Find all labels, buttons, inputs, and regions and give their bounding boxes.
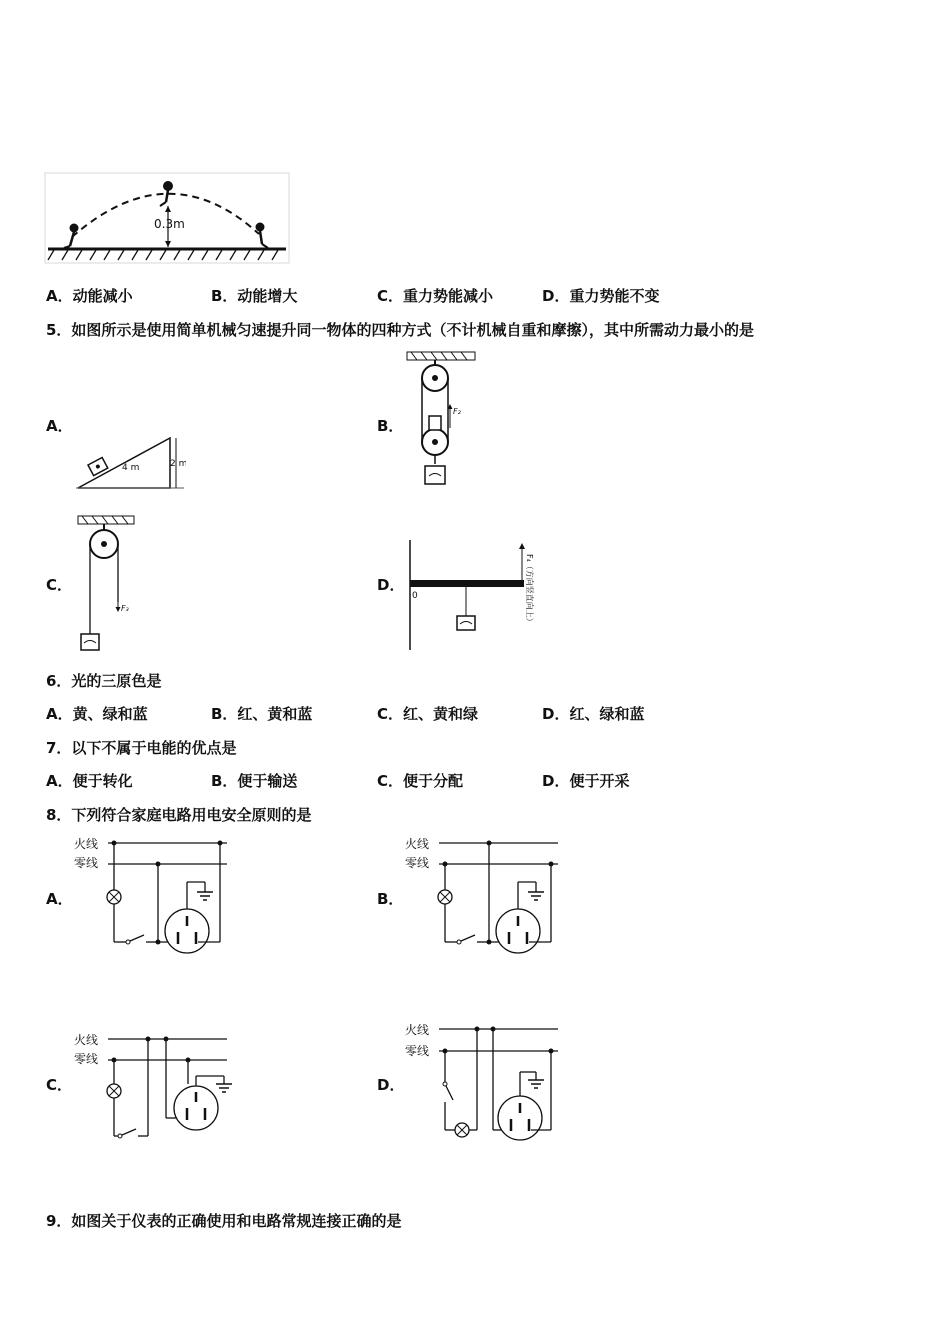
q7-option-b: B．便于输送 [211, 772, 298, 790]
q8-a-live-label: 火线 [74, 837, 99, 851]
q4-option-a: A．动能减小 [46, 287, 133, 305]
q5-figure-d-lever [405, 538, 543, 654]
q8-label-b: B． [377, 890, 404, 908]
q7-stem: 7．以下不属于电能的优点是 [46, 739, 237, 757]
q9-stem: 9．如图关于仪表的正确使用和电路常规连接正确的是 [46, 1212, 402, 1230]
q5-figure-c-fixed-pulley [76, 514, 138, 654]
q8-circuit-d [403, 1020, 563, 1144]
q7-option-c: C．便于分配 [377, 772, 464, 790]
q4-figure [44, 172, 290, 264]
q8-a-neutral-label: 零线 [74, 856, 99, 870]
q5-a-length-label: 4 m [122, 463, 140, 473]
q8-stem: 8．下列符合家庭电路用电安全原则的是 [46, 806, 312, 824]
q5-label-a: A． [46, 417, 73, 435]
q8-c-live-label: 火线 [74, 1033, 99, 1047]
q5-b-force-label: F₂ [453, 407, 461, 416]
q6-option-d: D．红、绿和蓝 [542, 705, 645, 723]
q8-b-live-label: 火线 [405, 837, 430, 851]
q6-stem: 6．光的三原色是 [46, 672, 162, 690]
q5-figure-b-pulley-block [405, 350, 477, 492]
q8-label-c: C． [46, 1076, 73, 1094]
q8-label-a: A． [46, 890, 73, 908]
q8-d-neutral-label: 零线 [405, 1044, 430, 1058]
q8-circuit-a [72, 834, 232, 958]
q8-label-d: D． [377, 1076, 405, 1094]
q5-d-pivot-label: 0 [412, 591, 418, 601]
q8-b-neutral-label: 零线 [405, 856, 430, 870]
q4-option-b: B．动能增大 [211, 287, 298, 305]
q6-option-b: B．红、黄和蓝 [211, 705, 313, 723]
q5-label-d: D． [377, 576, 405, 594]
q7-option-d: D．便于开采 [542, 772, 630, 790]
q5-d-force-label: F₄（方向竖直向上） [525, 554, 534, 626]
q5-stem: 5．如图所示是使用简单机械匀速提升同一物体的四种方式（不计机械自重和摩擦），其中所需动力最小的是 [46, 321, 754, 339]
q8-d-live-label: 火线 [405, 1023, 430, 1037]
q6-option-c: C．红、黄和绿 [377, 705, 479, 723]
q8-circuit-c [72, 1028, 232, 1146]
q4-option-d: D．重力势能不变 [542, 287, 660, 305]
q4-option-c: C．重力势能减小 [377, 287, 494, 305]
q8-circuit-b [403, 834, 563, 958]
q4-height-label: 0.3m [154, 217, 185, 231]
q8-c-neutral-label: 零线 [74, 1052, 99, 1066]
q7-option-a: A．便于转化 [46, 772, 133, 790]
q6-option-a: A．黄、绿和蓝 [46, 705, 148, 723]
q5-label-c: C． [46, 576, 73, 594]
q5-figure-a-incline [74, 432, 186, 492]
q5-a-height-label: 2 m [170, 459, 186, 469]
q5-label-b: B． [377, 417, 404, 435]
q5-c-force-label: F₃ [121, 604, 129, 613]
